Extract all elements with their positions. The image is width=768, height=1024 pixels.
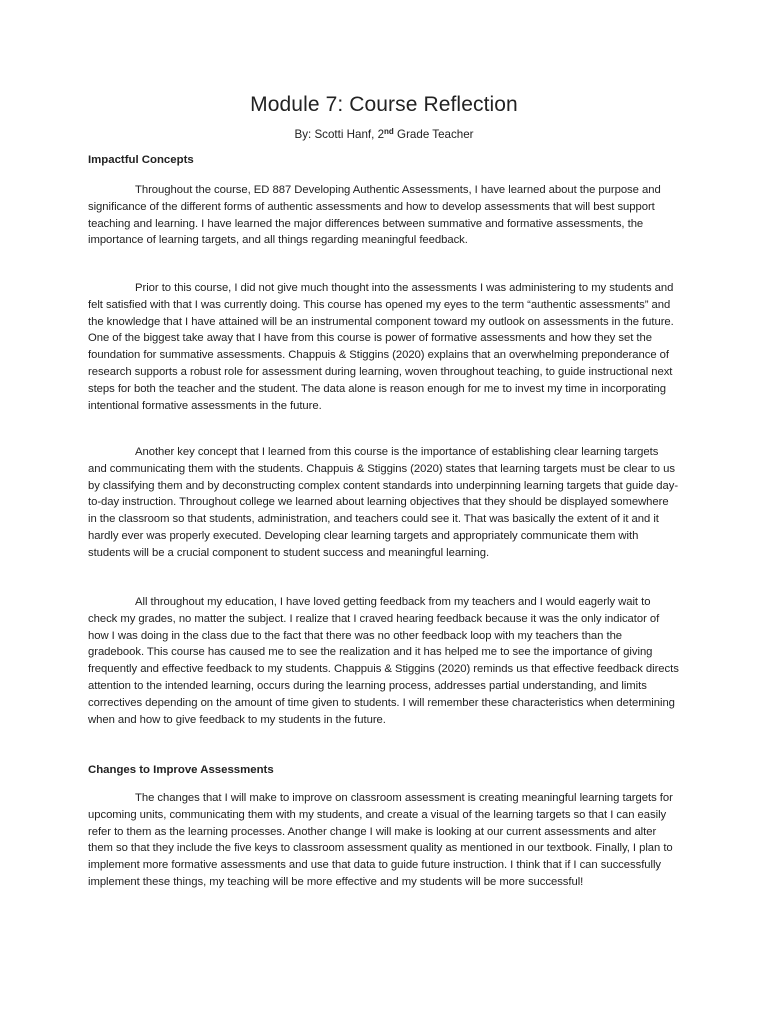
byline — [88, 128, 680, 141]
page-title: Module 7: Course Reflection — [250, 93, 518, 116]
paragraph: All throughout my education, I have loved getting feedback from my teachers and I would eagerly wait to check my grades, no matter the subject. I realize that I craved hearing feedback because it was the only indicator of how I was doing in the class due to the fact that there was no other feedback loop with my teachers than the gradebook. This course has caused me to see the realization and it has helped me to see the importance of giving frequently and effective feedback to my students. Chappuis & Stiggins (2020) reminds us that effective feedback directs attention to the intended learning, occurs during the learning process, addresses partial understanding, and limits correctives depending on the amount of time given to students. I will remember these characteristics when determining when and how to give feedback to my students in the future. — [88, 596, 679, 726]
section-heading-changes: Changes to Improve Assessments — [88, 764, 274, 776]
byline-prefix: By: Scotti Hanf, 2 — [294, 128, 385, 141]
paragraph: The changes that I will make to improve on classroom assessment is creating meaningful learning targets for upcoming units, communicating them with my students, and create a visual of the learning targets so that I can easily refer to them as the learning processes. Another change I will make is looking at our current assessments and alter them so that they include the five keys to classroom assessment quality as mentioned in our textbook. Finally, I plan to implement more formative assessments and use that data to guide future instruction. I think that if I can successfully implement these things, my teaching will be more effective and my students will be more successful! — [88, 792, 673, 888]
paragraph: Prior to this course, I did not give much thought into the assessments I was administering to my students and felt satisfied with that I was currently doing. This course has opened my eyes to the term “authentic assessments” and the knowledge that I have attained will be an instrumental component toward my outlook on assessments in the future. One of the biggest take away that I have from this course is power of formative assessments and how they set the foundation for summative assessments. Chappuis & Stiggins (2020) explains that an overwhelming preponderance of research supports a robust role for assessment during learning, woven throughout teaching, to guide instructional next steps for both the teacher and the student. The data alone is reason enough for me to invest my time in incorporating intentional formative assessments in the future. — [88, 282, 674, 412]
byline-superscript: nd — [384, 127, 394, 136]
section-heading-impactful-concepts: Impactful Concepts — [88, 154, 194, 166]
byline-suffix: Grade Teacher — [393, 128, 474, 141]
paragraph: Another key concept that I learned from this course is the importance of establishing clear learning targets and communicating them with the students. Chappuis & Stiggins (2020) states that learning targets must be clear to us by classifying them and by deconstructing complex content standards into underpinning learning targets that guide day-to-day instruction. Throughout college we learned about learning objectives that they should be displayed somewhere in the classroom so that students, administration, and teachers could see it. That was basically the extent of it and it hardly ever was properly executed. Developing clear learning targets and appropriately communicate them with students will be a crucial component to student success and meaningful learning. — [88, 446, 679, 559]
paragraph: Throughout the course, ED 887 Developing Authentic Assessments, I have learned about the purpose and significance of the different forms of authentic assessments and how to develop assessments that will best support teaching and learning. I have learned the major differences between summative and formative assessments, the importance of learning targets, and all things regarding meaningful feedback. — [88, 184, 661, 247]
